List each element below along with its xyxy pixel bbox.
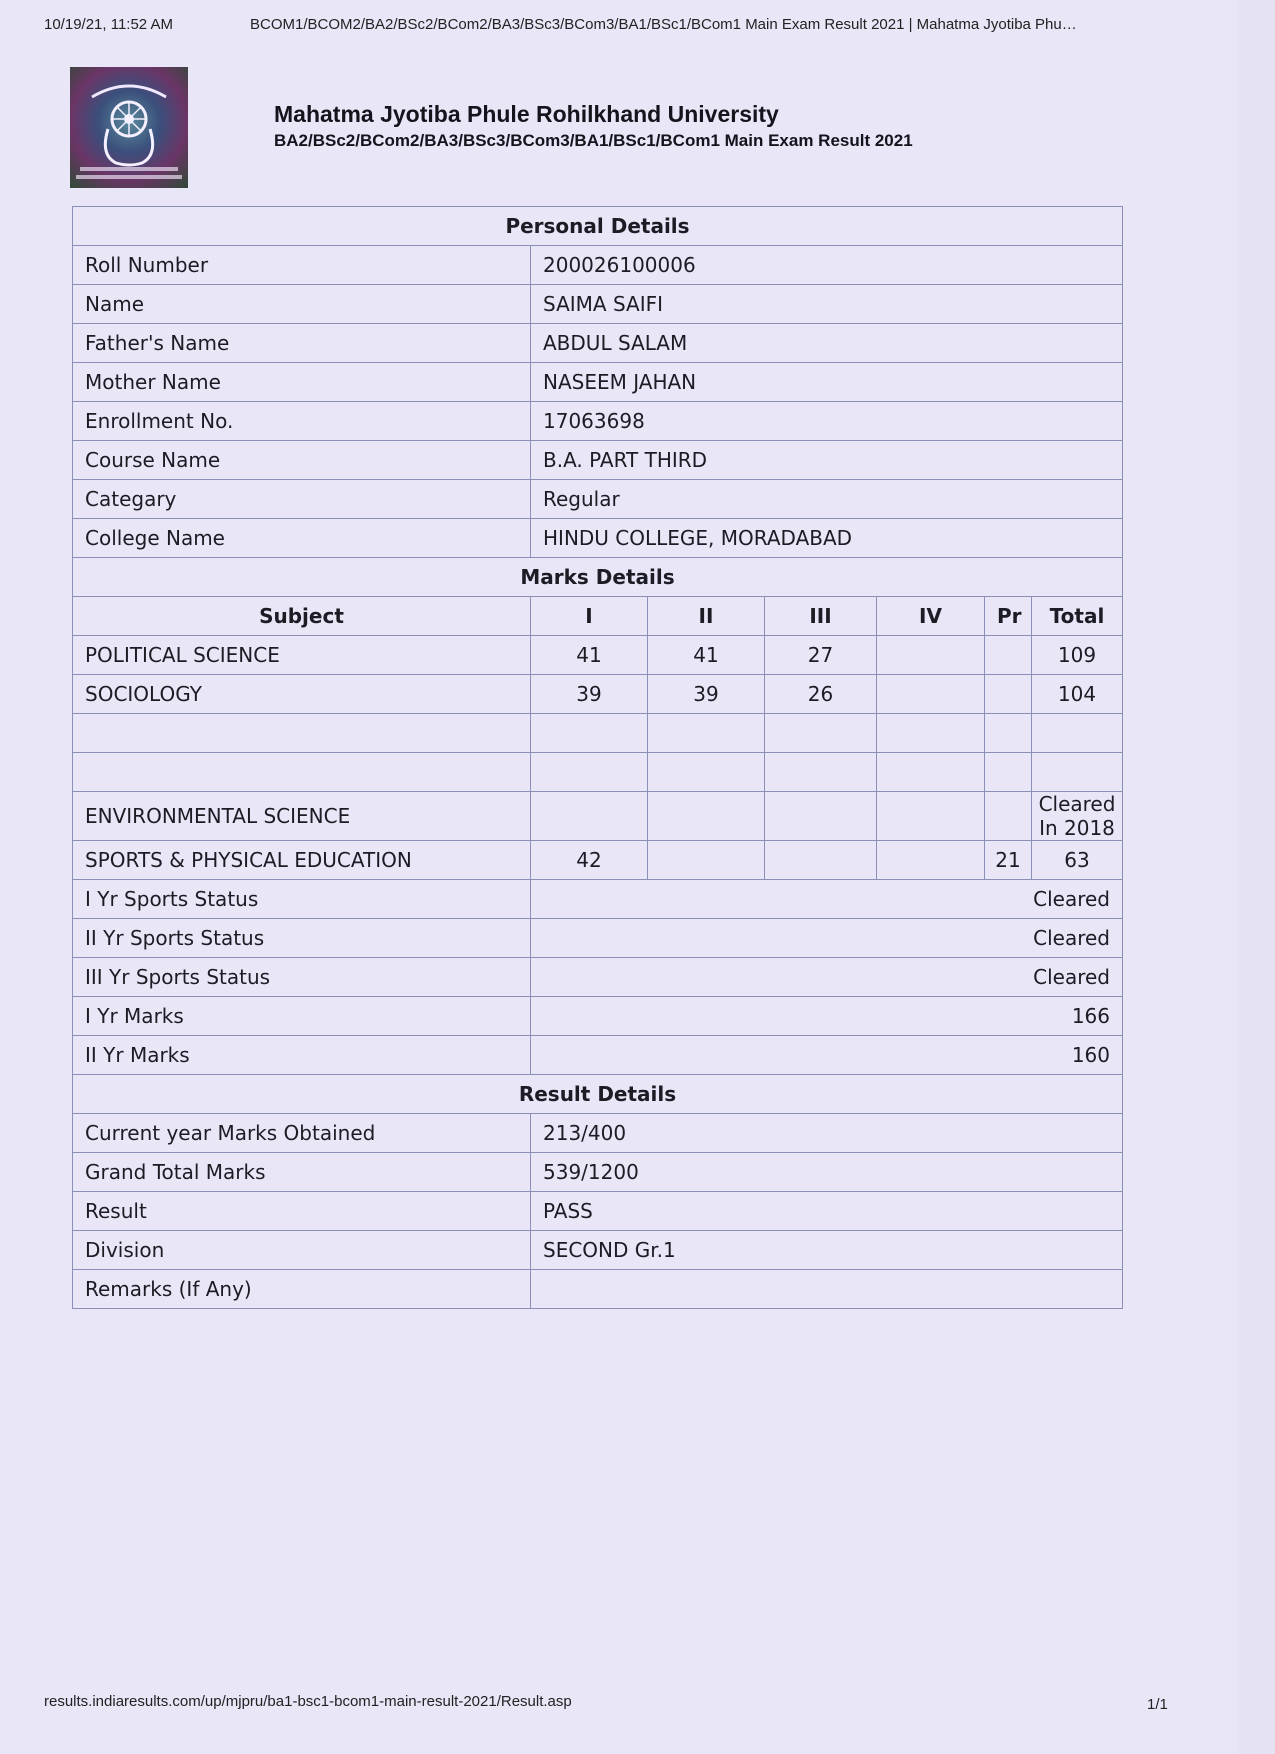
print-datetime: 10/19/21, 11:52 AM	[44, 16, 173, 33]
subject-name: ENVIRONMENTAL SCIENCE	[73, 792, 531, 841]
marks-ii	[648, 841, 765, 880]
marks-total: Cleared In 2018	[1032, 792, 1123, 841]
university-logo-icon	[70, 67, 188, 188]
marks-total	[1032, 753, 1123, 792]
field-label: Mother Name	[73, 363, 531, 402]
marks-column-header-row	[73, 597, 1123, 636]
marks-iv	[877, 792, 985, 841]
field-label: College Name	[73, 519, 531, 558]
column-header-iii: III	[765, 597, 877, 636]
status-value: 166	[531, 997, 1123, 1036]
category-value: Regular	[531, 480, 1123, 519]
table-row	[73, 324, 1123, 363]
field-label: Result	[73, 1192, 531, 1231]
table-row	[73, 363, 1123, 402]
status-row	[73, 958, 1123, 997]
status-value: 160	[531, 1036, 1123, 1075]
field-label: Current year Marks Obtained	[73, 1114, 531, 1153]
table-row	[73, 1153, 1123, 1192]
subject-row	[73, 714, 1123, 753]
remarks-value	[531, 1270, 1123, 1309]
marks-total: 109	[1032, 636, 1123, 675]
table-row	[73, 402, 1123, 441]
marks-i: 42	[531, 841, 648, 880]
table-row	[73, 1192, 1123, 1231]
column-header-subject: Subject	[73, 597, 531, 636]
column-header-iv: IV	[877, 597, 985, 636]
result-value: PASS	[531, 1192, 1123, 1231]
marks-pr	[985, 636, 1032, 675]
status-value: Cleared	[531, 919, 1123, 958]
marks-iii	[765, 753, 877, 792]
roll-number-value: 200026100006	[531, 246, 1123, 285]
marks-pr	[985, 792, 1032, 841]
status-row	[73, 880, 1123, 919]
enrollment-value: 17063698	[531, 402, 1123, 441]
personal-details-heading: Personal Details	[73, 207, 1123, 246]
status-row	[73, 919, 1123, 958]
current-year-marks-value: 213/400	[531, 1114, 1123, 1153]
marks-ii: 39	[648, 675, 765, 714]
college-name-value: HINDU COLLEGE, MORADABAD	[531, 519, 1123, 558]
field-label: Grand Total Marks	[73, 1153, 531, 1192]
marks-pr	[985, 753, 1032, 792]
marks-i: 39	[531, 675, 648, 714]
column-header-i: I	[531, 597, 648, 636]
marks-i	[531, 792, 648, 841]
subject-row	[73, 841, 1123, 880]
field-label: Enrollment No.	[73, 402, 531, 441]
print-page-title: BCOM1/BCOM2/BA2/BSc2/BCom2/BA3/BSc3/BCom3/BA1/BSc1/BCom1 Main Exam Result 2021 | Mahatma Jyotiba Phu…	[250, 16, 1077, 33]
field-label: Remarks (If Any)	[73, 1270, 531, 1309]
marks-i	[531, 714, 648, 753]
status-label: II Yr Sports Status	[73, 919, 531, 958]
marks-total: 104	[1032, 675, 1123, 714]
status-label: I Yr Sports Status	[73, 880, 531, 919]
subject-name	[73, 714, 531, 753]
table-row	[73, 1270, 1123, 1309]
marks-details-heading-row	[73, 558, 1123, 597]
status-value: Cleared	[531, 958, 1123, 997]
marks-iv	[877, 675, 985, 714]
subject-name: SOCIOLOGY	[73, 675, 531, 714]
marks-iv	[877, 841, 985, 880]
marks-details-heading: Marks Details	[73, 558, 1123, 597]
marks-iii	[765, 714, 877, 753]
marks-ii	[648, 714, 765, 753]
status-row	[73, 997, 1123, 1036]
marks-ii	[648, 753, 765, 792]
status-value: Cleared	[531, 880, 1123, 919]
result-details-heading: Result Details	[73, 1075, 1123, 1114]
marks-iii: 27	[765, 636, 877, 675]
mother-name-value: NASEEM JAHAN	[531, 363, 1123, 402]
subject-row	[73, 675, 1123, 714]
status-row	[73, 1036, 1123, 1075]
subject-row	[73, 753, 1123, 792]
division-value: SECOND Gr.1	[531, 1231, 1123, 1270]
personal-details-heading-row	[73, 207, 1123, 246]
subject-row	[73, 636, 1123, 675]
marks-pr	[985, 714, 1032, 753]
subject-name: POLITICAL SCIENCE	[73, 636, 531, 675]
table-row	[73, 1114, 1123, 1153]
field-label: Father's Name	[73, 324, 531, 363]
marks-iv	[877, 636, 985, 675]
field-label: Division	[73, 1231, 531, 1270]
marks-pr: 21	[985, 841, 1032, 880]
column-header-total: Total	[1032, 597, 1123, 636]
footer-url: results.indiaresults.com/up/mjpru/ba1-bsc1-bcom1-main-result-2021/Result.asp	[44, 1693, 572, 1710]
grand-total-value: 539/1200	[531, 1153, 1123, 1192]
column-header-pr: Pr	[985, 597, 1032, 636]
marks-i	[531, 753, 648, 792]
field-label: Categary	[73, 480, 531, 519]
result-table	[72, 206, 1123, 1309]
marks-iii	[765, 841, 877, 880]
marks-ii	[648, 792, 765, 841]
university-name: Mahatma Jyotiba Phule Rohilkhand University	[274, 101, 779, 127]
marks-iii: 26	[765, 675, 877, 714]
name-value: SAIMA SAIFI	[531, 285, 1123, 324]
marks-total: 63	[1032, 841, 1123, 880]
subject-row	[73, 792, 1123, 841]
status-label: I Yr Marks	[73, 997, 531, 1036]
field-label: Course Name	[73, 441, 531, 480]
marks-iii	[765, 792, 877, 841]
table-row	[73, 246, 1123, 285]
table-row	[73, 1231, 1123, 1270]
marks-iv	[877, 714, 985, 753]
table-row	[73, 441, 1123, 480]
field-label: Name	[73, 285, 531, 324]
table-row	[73, 285, 1123, 324]
exam-title: BA2/BSc2/BCom2/BA3/BSc3/BCom3/BA1/BSc1/BCom1 Main Exam Result 2021	[274, 131, 913, 150]
table-row	[73, 519, 1123, 558]
table-row	[73, 480, 1123, 519]
subject-name	[73, 753, 531, 792]
marks-iv	[877, 753, 985, 792]
field-label: Roll Number	[73, 246, 531, 285]
father-name-value: ABDUL SALAM	[531, 324, 1123, 363]
result-details-heading-row	[73, 1075, 1123, 1114]
course-name-value: B.A. PART THIRD	[531, 441, 1123, 480]
footer-page-number: 1/1	[1147, 1696, 1168, 1713]
marks-total	[1032, 714, 1123, 753]
status-label: II Yr Marks	[73, 1036, 531, 1075]
marks-pr	[985, 675, 1032, 714]
marks-i: 41	[531, 636, 648, 675]
marks-ii: 41	[648, 636, 765, 675]
column-header-ii: II	[648, 597, 765, 636]
status-label: III Yr Sports Status	[73, 958, 531, 997]
subject-name: SPORTS & PHYSICAL EDUCATION	[73, 841, 531, 880]
